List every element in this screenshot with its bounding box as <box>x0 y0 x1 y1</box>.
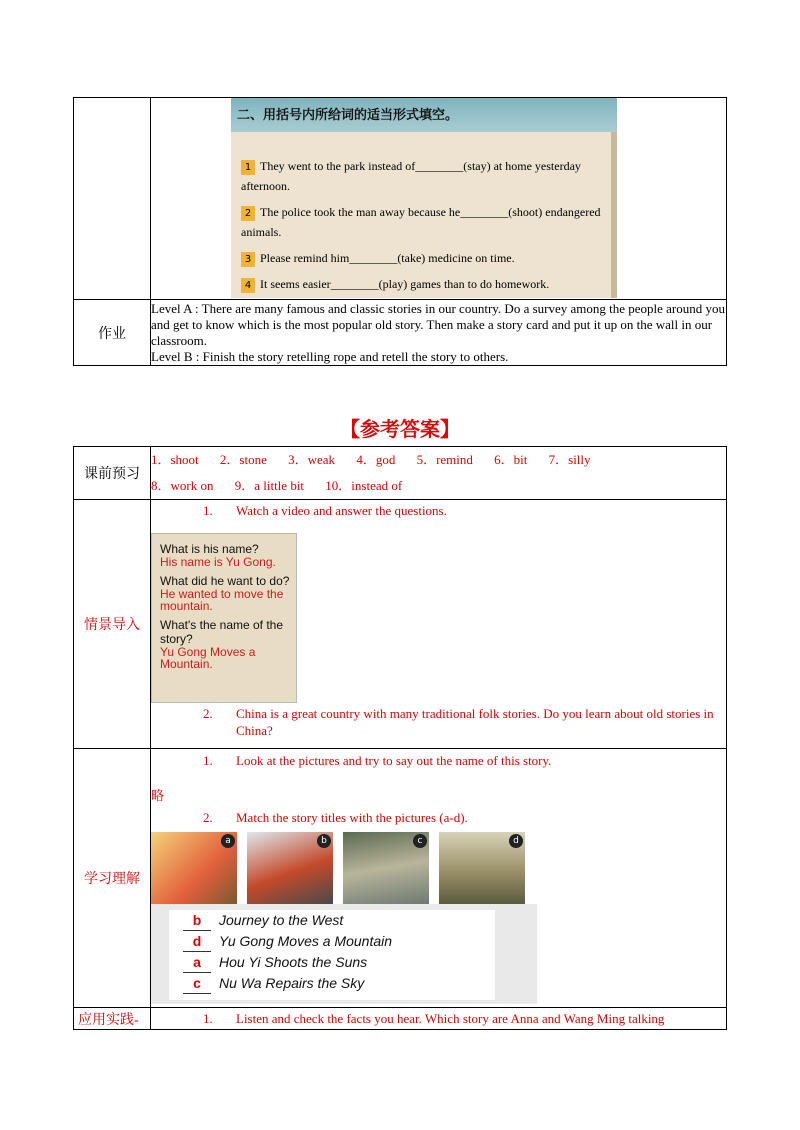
empty-label-cell <box>74 98 151 300</box>
homework-label: 作业 <box>74 300 151 366</box>
exercise-heading: 二、用括号内所给词的适当形式填空。 <box>231 98 617 132</box>
match-answers <box>151 904 537 1004</box>
match-row: b Journey to the West <box>169 910 495 931</box>
exercise-item-4: 4 It seems easier________(play) games than to do homework. <box>241 274 613 294</box>
exercise-table <box>73 97 727 366</box>
learn-label: 学习理解 <box>74 749 151 1008</box>
picture-a: a <box>151 832 237 904</box>
exercise-item-3: 3 Please remind him________(take) medicine on time. <box>241 248 613 268</box>
exercise-item-2: 2 The police took the man away because he________(shoot) endangered animals. <box>241 205 601 239</box>
picture-c: c <box>343 832 429 904</box>
answers-title: 【参考答案】 <box>340 417 460 441</box>
match-row: c Nu Wa Repairs the Sky <box>169 973 495 994</box>
homework-level-b: Level B : Finish the story retelling rope and retell the story to others. <box>151 348 509 364</box>
intro-label: 情景导入 <box>74 500 151 749</box>
preview-row-1: 1．shoot 2．stone 3．weak 4．god 5．remind 6．bit 7．silly <box>151 452 591 467</box>
intro-item-1: 1. Watch a video and answer the questions. <box>203 503 447 518</box>
practice-item-1: 1. Listen and check the facts you hear. Which story are Anna and Wang Ming talking <box>203 1010 665 1026</box>
homework-cell <box>151 300 727 366</box>
learn-item-2: 2. Match the story titles with the pictures (a-d). <box>203 810 468 825</box>
intro-qa-image: What is his name? His name is Yu Gong. What did he want to do? He wanted to move the mountain. What's the name of the story? Yu Gong Moves a Mountain. <box>151 533 297 703</box>
intro-cell <box>151 500 727 749</box>
exercise-cell <box>151 98 727 300</box>
match-row: a Hou Yi Shoots the Suns <box>169 952 495 973</box>
homework-level-a: Level A : There are many famous and classic stories in our country. Do a survey among the people around you and get to know which is the most popular old story. Then make a story card and put it up on the wall in our classroom. <box>151 300 726 348</box>
intro-item-2: 2. China is a great country with many traditional folk stories. Do you learn about old stories in China? <box>203 706 714 738</box>
story-pictures <box>151 832 726 904</box>
practice-label: 应用实践- <box>74 1008 151 1030</box>
answers-table <box>73 446 727 1030</box>
learn-item-1: 1. Look at the pictures and try to say out the name of this story. <box>203 753 552 768</box>
preview-answers <box>151 447 727 500</box>
preview-row-2: 8．work on 9．a little bit 10．instead of <box>151 478 403 493</box>
practice-cell <box>151 1008 727 1030</box>
match-row: d Yu Gong Moves a Mountain <box>169 931 495 952</box>
exercise-card <box>231 98 617 298</box>
picture-d: d <box>439 832 525 904</box>
picture-b: b <box>247 832 333 904</box>
exercise-item-1: 1 They went to the park instead of________(stay) at home yesterday afternoon. <box>241 159 581 193</box>
learn-omit: 略 <box>151 788 165 803</box>
learn-cell <box>151 749 727 1008</box>
preview-label: 课前预习 <box>74 447 151 500</box>
